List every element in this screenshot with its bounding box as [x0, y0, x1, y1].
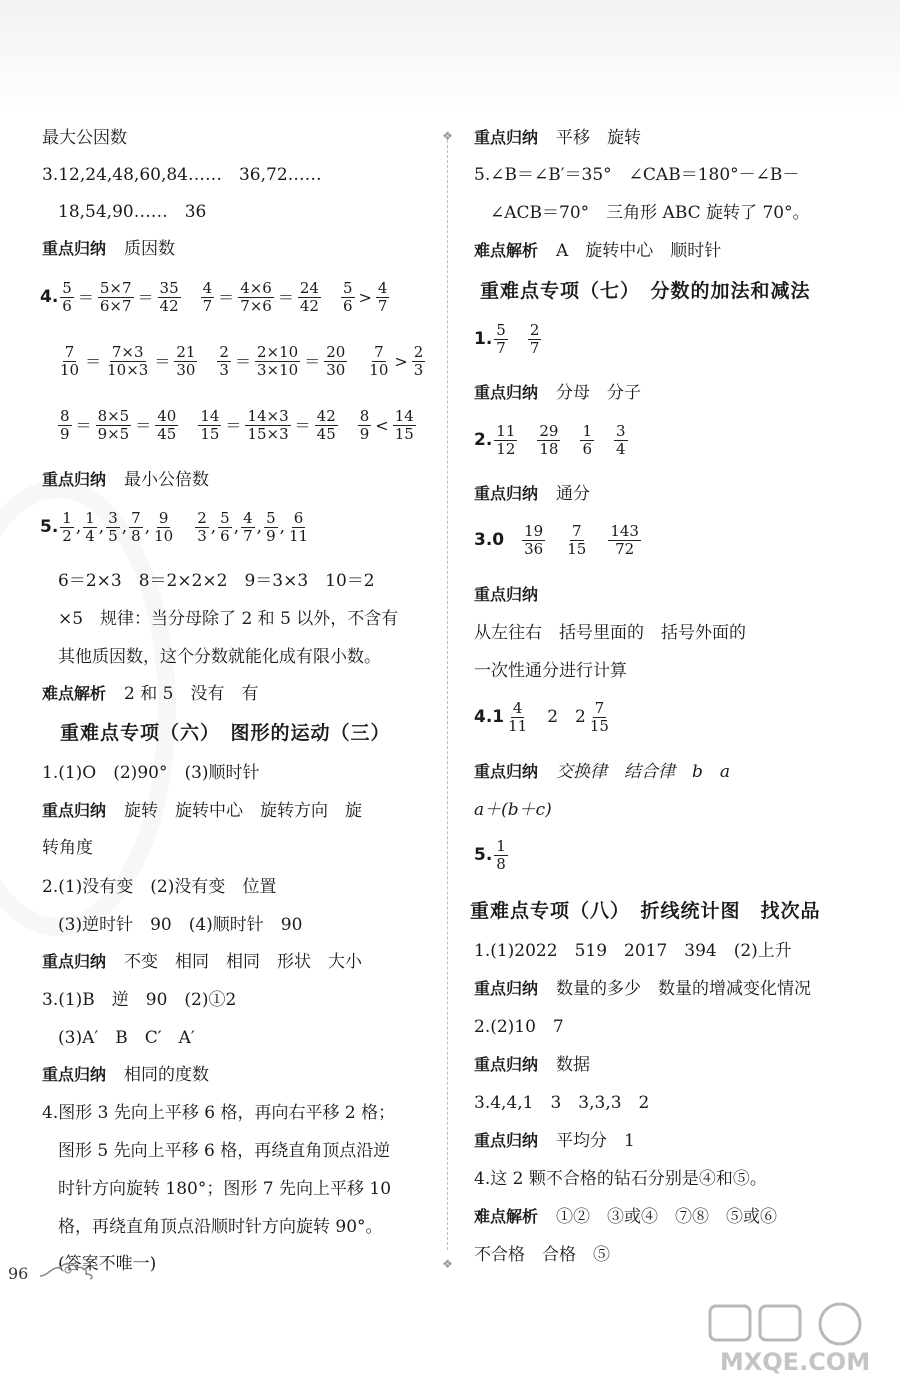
key-summary: 重点归纳 [474, 585, 539, 604]
cloud-ornament-icon [38, 1258, 98, 1282]
key-summary: 重点归纳 交换律 结合律 b a [474, 762, 731, 782]
fraction: 24 42 [299, 279, 319, 316]
q1-fractions: 1. 5 7 2 7 [474, 321, 540, 358]
text-line: 4.这 2 颗不合格的钻石分别是④和⑤。 [474, 1169, 767, 1189]
fraction: 7×3 10×3 [107, 343, 149, 380]
equation-row-3: 8 9 ＝ 8×5 9×5 ＝ 40 45 14 15 ＝ 14×3 15×3 ＝ 42 45 8 9 < 14 15 [60, 407, 414, 444]
text-line: 格，再绕直角顶点沿顺时针方向旋转 90°。 [58, 1217, 383, 1237]
section-heading-6: 重难点专项（六） 图形的运动（三） [60, 722, 391, 744]
key-summary: 重点归纳 相同的度数 [42, 1065, 210, 1085]
text-line: a＋(b＋c) [474, 800, 552, 820]
key-summary: 重点归纳 数据 [474, 1055, 591, 1075]
text-line: 图形 5 先向上平移 6 格，再绕直角顶点沿逆 [58, 1141, 391, 1161]
text-line: (答案不唯一) [58, 1254, 157, 1274]
text-line: 5.∠B＝∠B′＝35° ∠CAB＝180°－∠B－ [474, 165, 800, 185]
key-summary: 重点归纳 不变 相同 相同 形状 大小 [42, 952, 363, 972]
text-line: 3.12,24,48,60,84…… 36,72…… [42, 165, 322, 185]
fraction: 40 45 [157, 407, 177, 444]
q5-fractions: 5. 1 2 , 1 4 , 3 5 , 7 8 , 9 10 2 3 , 5 6 , 4 7 , 5 9 , 6 11 [40, 509, 309, 546]
text-line: 1.(1)2022 519 2017 394 (2)上升 [474, 941, 792, 961]
text-line: 3.4,4,1 3 3,3,3 2 [474, 1093, 650, 1113]
divider-ornament-icon: ❖ [442, 129, 453, 143]
text-line: 一次性通分进行计算 [474, 661, 627, 681]
fraction: 4 7 [377, 279, 388, 316]
fraction: 8 9 [60, 407, 70, 444]
text-line: 6＝2×3 8＝2×2×2 9＝3×3 10＝2 [58, 571, 375, 591]
text-line: (3)A′ B C′ A′ [58, 1028, 195, 1048]
text-line: 1.(1)O (2)90° (3)顺时针 [42, 763, 260, 783]
svg-text:MXQE.COM: MXQE.COM [719, 1348, 871, 1376]
fraction: 42 45 [316, 407, 336, 444]
text-line: 18,54,90…… 36 [58, 202, 207, 222]
fraction: 14 15 [394, 407, 414, 444]
text-line: 时针方向旋转 180°；图形 7 先向上平移 10 [58, 1179, 392, 1199]
q3-fractions: 3.0 19 36 7 15 143 72 [474, 522, 639, 559]
difficulty-analysis: 难点解析 A 旋转中心 顺时针 [474, 241, 722, 261]
text-line: 2.(1)没有变 (2)没有变 位置 [42, 877, 277, 897]
fraction: 4 7 [202, 279, 213, 316]
divider-ornament-icon: ❖ [442, 1257, 453, 1271]
fraction: 35 42 [159, 279, 179, 316]
fraction: 4×6 7×6 [240, 279, 272, 316]
q5-fraction: 5. 1 8 [474, 837, 506, 874]
key-summary: 重点归纳 分母 分子 [474, 383, 642, 403]
fraction: 5×7 6×7 [99, 279, 132, 316]
text-line: 4.图形 3 先向上平移 6 格，再向右平移 2 格； [42, 1103, 396, 1123]
column-divider [447, 140, 449, 1250]
key-summary: 重点归纳 旋转 旋转中心 旋转方向 旋 [42, 801, 363, 821]
fraction: 2 3 [219, 343, 229, 380]
fraction: 2×10 3×10 [256, 343, 299, 380]
key-summary: 重点归纳 平均分 1 [474, 1131, 635, 1151]
text-line: ∠ACB＝70° 三角形 ABC 旋转了 70°。 [490, 203, 810, 223]
fraction: 14×3 15×3 [247, 407, 289, 444]
key-summary: 重点归纳 最小公倍数 [42, 470, 210, 490]
fraction: 14 15 [200, 407, 220, 444]
text-line: ×5 规律：当分母除了 2 和 5 以外，不含有 [58, 609, 399, 629]
difficulty-analysis: 难点解析 2 和 5 没有 有 [42, 684, 259, 704]
text-line: (3)逆时针 90 (4)顺时针 90 [58, 915, 303, 935]
text-line: 3.(1)B 逆 90 (2)①2 [42, 990, 237, 1010]
fraction: 8 9 [359, 407, 370, 444]
q4-fractions: 4.1 4 11 2 2 7 15 [474, 699, 609, 736]
fraction: 5 6 [62, 279, 72, 316]
equation-row-1: 4. 5 6 ＝ 5×7 6×7 ＝ 35 42 4 7 ＝ 4×6 7×6 ＝ 24 42 5 6 > 4 7 [40, 279, 388, 316]
difficulty-analysis: 难点解析 ①② ③或④ ⑦⑧ ⑤或⑥ [474, 1207, 778, 1227]
text-line: 转角度 [42, 838, 93, 858]
watermark-logo [700, 1300, 890, 1380]
q2-fractions: 2. 11 12 29 18 1 6 3 4 [474, 422, 626, 459]
text-line: 不合格 合格 ⑤ [474, 1245, 610, 1265]
text-line: 其他质因数，这个分数就能化成有限小数。 [58, 647, 381, 667]
key-summary-tag: 重点归纳 [42, 239, 107, 258]
key-summary: 重点归纳 通分 [474, 484, 591, 504]
fraction: 7 10 [369, 343, 389, 380]
key-summary: 重点归纳 平移 旋转 [474, 128, 642, 148]
fraction: 7 10 [60, 343, 80, 380]
equation-row-2: 7 10 ＝ 7×3 10×3 ＝ 21 30 2 3 ＝ 2×10 3×10 ＝ 20 30 7 10 > 2 3 [60, 343, 424, 380]
key-summary: 重点归纳 质因数 [42, 239, 176, 259]
fraction: 20 30 [326, 343, 346, 380]
page-number: 96 [8, 1264, 29, 1283]
text-line: 从左往右 括号里面的 括号外面的 [474, 623, 746, 643]
text-line: 最大公因数 [42, 128, 127, 148]
right-column [450, 0, 900, 1390]
fraction: 21 30 [176, 343, 196, 380]
fraction: 2 3 [413, 343, 424, 380]
fraction: 8×5 9×5 [97, 407, 130, 444]
section-heading-8: 重难点专项（八） 折线统计图 找次品 [470, 900, 821, 922]
section-heading-7: 重难点专项（七） 分数的加法和减法 [480, 280, 811, 302]
key-summary: 重点归纳 数量的多少 数量的增减变化情况 [474, 979, 812, 999]
text-line: 2.(2)10 7 [474, 1017, 564, 1037]
fraction: 5 6 [342, 279, 353, 316]
